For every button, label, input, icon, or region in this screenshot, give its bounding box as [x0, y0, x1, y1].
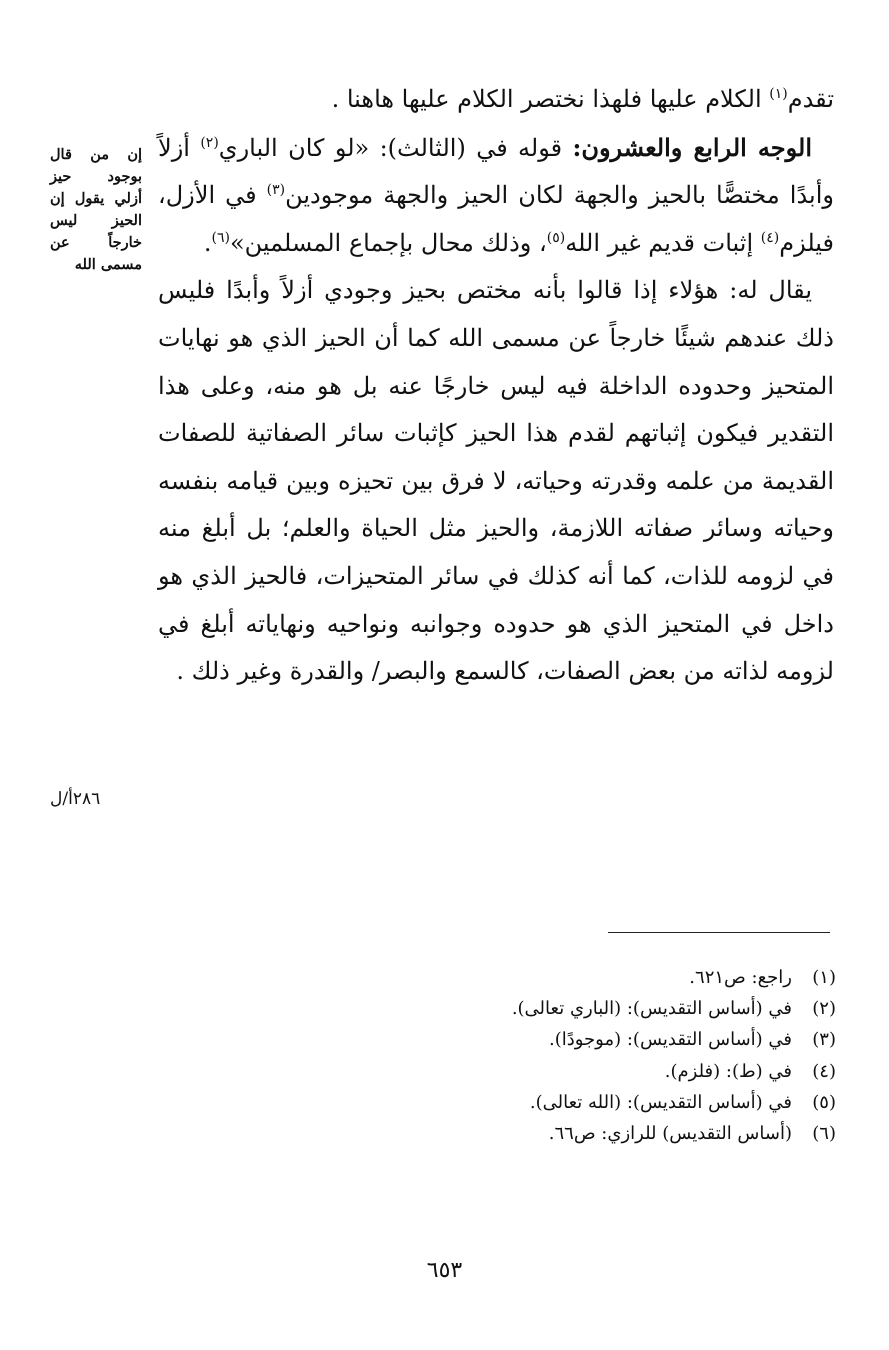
margin-note: إن من قال بوجود حيز أزلي يقول إن الحيز ليس خارجاً عن مسمى الله	[50, 146, 142, 273]
footnote	[300, 962, 836, 993]
main-text	[158, 76, 834, 696]
footnote	[300, 1118, 836, 1149]
footnote-text: في (ط): (فلزم).	[664, 1060, 792, 1082]
paragraph-1	[158, 76, 834, 124]
text-run: أزلاً وأبدًا مختصًّا بالحيز والجهة لكان الحيز والجهة موجودين	[158, 133, 834, 210]
text-run: .	[203, 228, 212, 257]
text-run: ، وذلك محال بإجماع المسلمين»	[229, 228, 547, 257]
paragraph-3: يقال له: هؤلاء إذا قالوا بأنه مختص بحيز وجودي أزلاً وأبدًا فليس ذلك عندهم شيئًا خارجاً عن مسمى الله كما أن الحيز الذي هو نهايات المتحيز وحدوده الداخلة فيه ليس خارجًا عنه بل هو منه، وعلى هذا التقدير فيكون إثباتهم لقدم هذا الحيز كإثبات سائر الصفاتية للصفات القديمة من علمه وقدرته وحياته، لا فرق بين تحيزه وبين قيامه بنفسه وحياته وسائر صفاته اللازمة، والحيز مثل الحياة والعلم؛ بل أبلغ منه في لزومه للذات، كما أنه كذلك في سائر المتحيزات، فالحيز الذي هو داخل في المتحيز الذي هو حدوده وجوانبه ونواحيه ونهاياته أبلغ في لزومه لذاته من بعض الصفات، كالسمع والبصر/ والقدرة وغير ذلك .	[158, 276, 834, 686]
footnote	[300, 1087, 836, 1118]
footnote-ref-6[interactable]: (٦)	[211, 229, 230, 246]
footnote-ref-5[interactable]: (٥)	[546, 229, 566, 246]
text-run: قوله في (الثالث): «لو كان الباري	[218, 133, 573, 162]
footnote-text: (أساس التقديس) للرازي: ص٦٦.	[548, 1123, 792, 1145]
text-run: إثبات قديم غير الله	[565, 228, 761, 257]
footnote-text: راجع: ص٦٢١.	[689, 967, 792, 988]
section-heading: الوجه الرابع والعشرون:	[572, 132, 812, 162]
paragraph-2	[158, 124, 834, 268]
page-number: ٦٥٣	[426, 1258, 463, 1283]
footnote-number: (١)	[812, 967, 836, 988]
footnote-divider	[608, 932, 830, 933]
footnotes	[300, 962, 836, 1149]
footnote-text: في (أساس التقديس): (موجودًا).	[549, 1029, 792, 1051]
footnote	[300, 1024, 836, 1055]
footnote-ref-1[interactable]: (١)	[769, 86, 788, 102]
text-run: تقدم	[787, 85, 834, 113]
manuscript-folio-ref: ٢٨٦أ/ل	[50, 789, 101, 809]
footnote-ref-2[interactable]: (٢)	[200, 134, 219, 151]
text-run: في الأزل، فيلزم	[158, 181, 834, 257]
footnote-text: في (أساس التقديس): (الله تعالى).	[529, 1091, 792, 1113]
footnote-ref-3[interactable]: (٣)	[266, 182, 286, 199]
footnote-number: (٦)	[812, 1123, 836, 1145]
footnote-number: (٣)	[812, 1029, 836, 1051]
text-run: الكلام عليها فلهذا نختصر الكلام عليها هاهنا .	[331, 85, 770, 113]
footnote-number: (٢)	[812, 998, 836, 1020]
footnote-text: في (أساس التقديس): (الباري تعالى).	[511, 998, 792, 1020]
footnote-number: (٤)	[812, 1060, 836, 1082]
footnote-number: (٥)	[812, 1091, 836, 1113]
footnote	[300, 993, 836, 1024]
footnote	[300, 1056, 836, 1087]
footnote-ref-4[interactable]: (٤)	[760, 229, 780, 246]
